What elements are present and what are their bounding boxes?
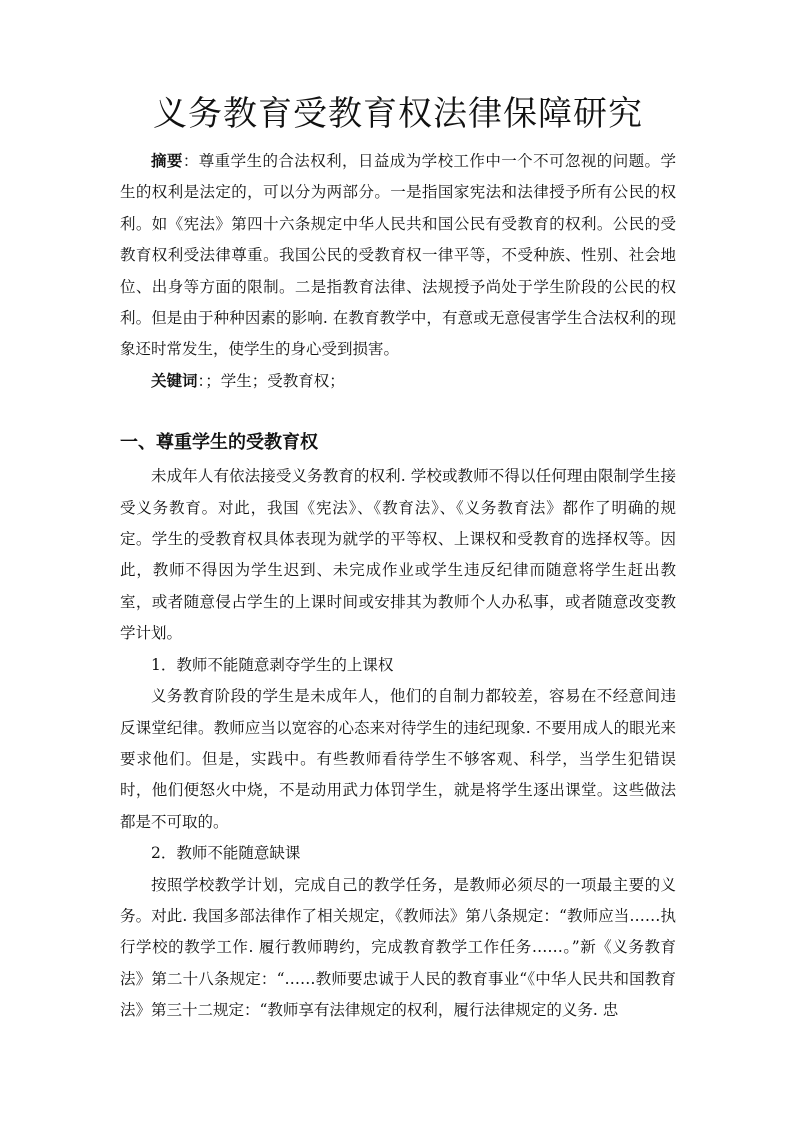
- abstract-text: ：尊重学生的合法权利，日益成为学校工作中一个不可忽视的问题。学生的权利是法定的，可以分为两部分。一是指国家宪法和法律授予所有公民的权利。如《宪法》第四十六条规定中华人民共和国公民有受教育的权利。公民的受教育权利受法律尊重。我国公民的受教育权一律平等，不受种族、性别、社会地位、出身等方面的限制。二是指教育法律、法规授予尚处于学生阶段的公民的权利。但是由于种种因素的影响. 在教育教学中，有意或无意侵害学生合法权利的现象还时常发生，使学生的身心受到损害。: [120, 152, 676, 359]
- keywords-paragraph: [120, 366, 676, 397]
- section1-paragraph: 未成年人有依法接受义务教育的权利. 学校或教师不得以任何理由限制学生接受义务教育。对此，我国《宪法》、《教育法》、《义务教育法》都作了明确的规定。学生的受教育权具体表现为就学的平等权、上课权和受教育的选择权等。因此，教师不得因为学生迟到、未完成作业或学生违反纪律而随意将学生赶出教室，或者随意侵占学生的上课时间或安排其为教师个人办私事，或者随意改变教学计划。: [120, 467, 676, 643]
- keywords-text: ：；学生；受教育权；: [197, 371, 345, 390]
- sub2-paragraph: 按照学校教学计划，完成自己的教学任务，是教师必须尽的一项最主要的义务。对此. 我国多部法律作了相关规定，《教师法》第八条规定：“教师应当……执行学校的教学工作. 履行教师聘约，完成教育教学工作任务……。”新《义务教育法》第二十八条规定：“……教师要忠诚于人民的教育事业“《中华人民共和国教育法》第三十二规定：“教师享有法律规定的权利，履行法律规定的义务. 忠: [120, 875, 676, 1020]
- sub1-paragraph: 义务教育阶段的学生是未成年人，他们的自制力都较差，容易在不经意间违反课堂纪律。教师应当以宽容的心态来对待学生的违纪现象. 不要用成人的眼光来要求他们。但是，实践中。有些教师看待学生不够客观、科学，当学生犯错误时，他们便怒火中烧，不是动用武力体罚学生，就是将学生逐出课堂。这些做法都是不可取的。: [120, 687, 676, 831]
- abstract-label: 摘要: [151, 152, 183, 170]
- subheading-2: 2．教师不能随意缺课: [151, 844, 301, 863]
- subheading-1: 1．教师不能随意剥夺学生的上课权: [151, 655, 394, 674]
- keywords-label: 关键词: [151, 371, 198, 390]
- abstract-paragraph: [120, 146, 676, 366]
- document-title: 义务教育受教育权法律保障研究: [153, 94, 643, 134]
- section-heading-1: 一、尊重学生的受教育权: [120, 432, 318, 454]
- document-page: [120, 90, 676, 1027]
